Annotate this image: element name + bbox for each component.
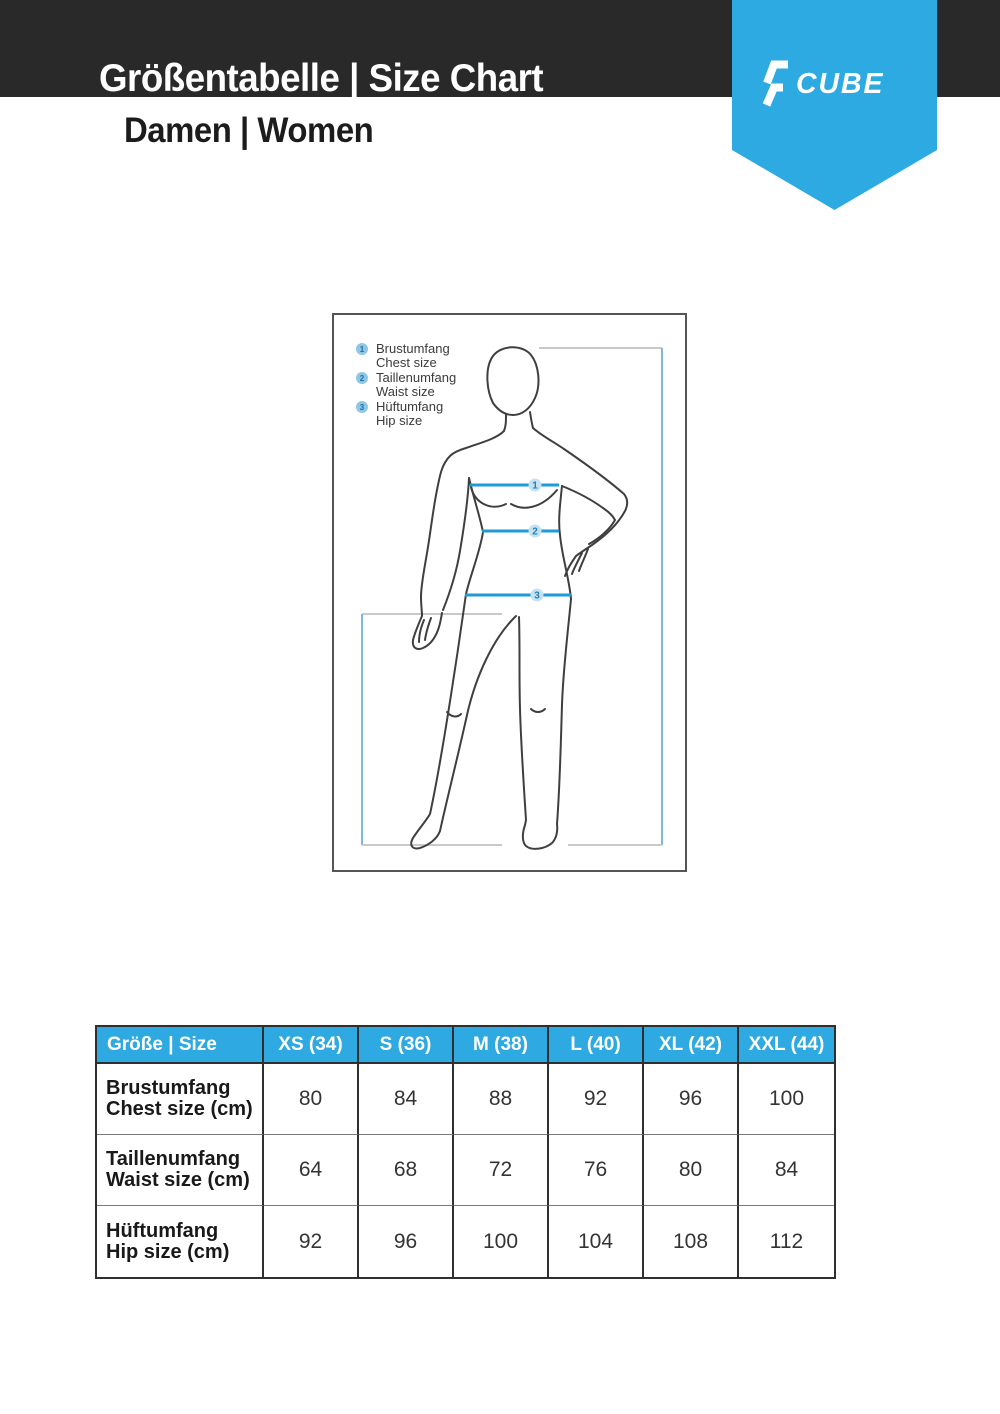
chest-xl: 96 (644, 1064, 739, 1135)
svg-text:3: 3 (534, 590, 540, 602)
legend-text-waist: Taillenumfang Waist size (376, 370, 457, 399)
waist-xs: 64 (264, 1135, 359, 1206)
measurement-legend (356, 342, 456, 429)
legend-item-hip (356, 400, 456, 428)
chest-l: 92 (549, 1064, 644, 1135)
hip-m: 100 (454, 1206, 549, 1277)
row-label-hip: Hüftumfang Hip size (cm) (97, 1206, 264, 1277)
hip-l: 104 (549, 1206, 644, 1277)
chest-s: 84 (359, 1064, 454, 1135)
legend-item-chest (356, 342, 456, 370)
page-title: Größentabelle | Size Chart (99, 57, 544, 100)
size-table-header-size: Größe | Size (97, 1027, 264, 1064)
cube-logo (761, 60, 921, 108)
row-label-chest: Brustumfang Chest size (cm) (97, 1064, 264, 1135)
size-table-header-xxl: XXL (44) (739, 1027, 834, 1064)
chest-xxl: 100 (739, 1064, 834, 1135)
legend-chip-2: 2 (356, 372, 368, 384)
size-table (95, 1025, 836, 1279)
size-table-header-s: S (36) (359, 1027, 454, 1064)
legend-text-hip: Hüftumfang Hip size (376, 399, 444, 428)
hip-xs: 92 (264, 1206, 359, 1277)
legend-chip-1: 1 (356, 343, 368, 355)
waist-s: 68 (359, 1135, 454, 1206)
hip-measure-marker (531, 589, 544, 602)
inseam-bracket (362, 614, 502, 845)
size-table-header-xs: XS (34) (264, 1027, 359, 1064)
row-label-waist: Taillenumfang Waist size (cm) (97, 1135, 264, 1206)
size-table-header-m: M (38) (454, 1027, 549, 1064)
legend-item-waist (356, 371, 456, 399)
legend-chip-3: 3 (356, 401, 368, 413)
measurement-figure-box (332, 313, 687, 872)
svg-text:1: 1 (532, 480, 538, 492)
hip-xl: 108 (644, 1206, 739, 1277)
waist-l: 76 (549, 1135, 644, 1206)
cube-logo-text: CUBE (796, 67, 885, 100)
chest-m: 88 (454, 1064, 549, 1135)
waist-measure-marker (529, 525, 542, 538)
chest-measure-marker (529, 479, 542, 492)
waist-m: 72 (454, 1135, 549, 1206)
hip-s: 96 (359, 1206, 454, 1277)
size-table-header-l: L (40) (549, 1027, 644, 1064)
waist-xl: 80 (644, 1135, 739, 1206)
chest-xs: 80 (264, 1064, 359, 1135)
size-table-header-xl: XL (42) (644, 1027, 739, 1064)
cube-logo-icon (761, 60, 789, 108)
svg-text:2: 2 (532, 526, 538, 538)
hip-xxl: 112 (769, 1229, 804, 1253)
page-subtitle: Damen | Women (124, 111, 374, 150)
legend-text-chest: Brustumfang Chest size (376, 341, 450, 370)
waist-xxl: 84 (739, 1135, 834, 1206)
